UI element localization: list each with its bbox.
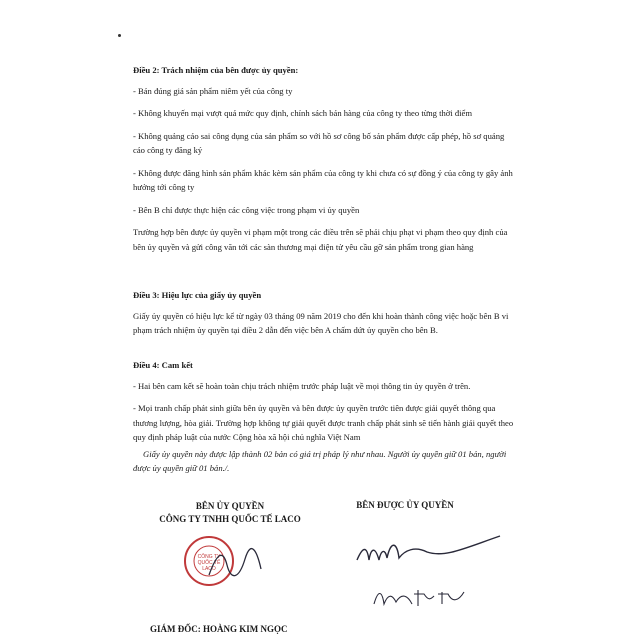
- list-item: - Bên B chỉ được thực hiện các công việc trong phạm vi ủy quyền: [133, 204, 360, 215]
- article-3: [133, 288, 518, 338]
- grantor-block: [145, 500, 315, 526]
- director-signature-icon: [205, 545, 265, 585]
- article-4: [133, 358, 518, 476]
- grantor-title: BÊN ỦY QUYỀN: [195, 501, 265, 511]
- list-item: - Không được đăng hình sản phẩm khác kèm sản phẩm của công ty khi chưa có sự đồng ý của công ty gây ảnh hưởng tới công ty: [133, 167, 513, 192]
- svg-text:CÔNG TY: CÔNG TY: [197, 554, 221, 560]
- closing-paragraph: Giấy ủy quyền này được lập thành 02 bản có giá trị pháp lý như nhau. Người ủy quyền giữ 01 bản, người được ủy quyền giữ 01 bản./.: [133, 448, 507, 473]
- grantor-company: CÔNG TY TNHH QUỐC TẾ LACO: [159, 514, 301, 524]
- article-3-heading: Điều 3: Hiệu lực của giấy ủy quyền: [133, 290, 262, 300]
- grantee-signature-icon: [355, 530, 505, 575]
- svg-text:LACO: LACO: [202, 566, 216, 572]
- list-item: - Mọi tranh chấp phát sinh giữa bên ủy quyền và bên được ủy quyền trước tiên được giải quyết thông qua thương lượng, hòa giải. Trường hợp không tự giải quyết được tranh chấp phát sinh sẽ tiến hành giải quyết theo quy định pháp luật của nước Cộng hòa xã hội chủ nghĩa Việt Nam: [133, 403, 514, 442]
- list-item: - Không khuyến mại vượt quá mức quy định, chính sách bán hàng của công ty theo từng thời điểm: [133, 108, 473, 118]
- violation-paragraph: Trường hợp bên được ủy quyền vi phạm một trong các điều trên sẽ phải chịu phạt vi phạm theo quy định của bên ủy quyền và gửi công văn tới các sàn thương mại điện tử yêu cầu gỡ sản phẩm trong gian hàng: [133, 227, 508, 252]
- director-name: GIÁM ĐỐC: HOÀNG KIM NGỌC: [150, 624, 288, 634]
- list-item: - Bán đúng giá sản phẩm niêm yết của công ty: [133, 85, 293, 96]
- article-2-heading: Điều 2: Trách nhiệm của bên được ủy quyền:: [133, 65, 299, 75]
- svg-text:QUỐC TẾ: QUỐC TẾ: [197, 560, 221, 566]
- article-2: [133, 63, 518, 254]
- article-4-heading: Điều 4: Cam kết: [133, 360, 193, 370]
- grantee-title: BÊN ĐƯỢC ỦY QUYỀN: [356, 500, 454, 510]
- list-item: - Hai bên cam kết sẽ hoàn toàn chịu trách nhiệm trước pháp luật về mọi thông tin ủy quyền ở trên.: [133, 380, 471, 391]
- list-item: - Không quảng cáo sai công dụng của sản phẩm so với hồ sơ công bố sản phẩm được cấp phép, hồ sơ quảng cáo công ty đăng ký: [133, 130, 505, 155]
- handwritten-name-icon: [372, 582, 472, 612]
- article-3-text: Giấy ủy quyền có hiệu lực kể từ ngày 03 tháng 09 năm 2019 cho đến khi hoàn thành công việc hoặc bên B vi phạm trách nhiệm ủy quyền tại điều 2 dẫn đến việc bên A chấm dứt ủy quyền cho bên B.: [133, 310, 509, 335]
- page-mark: [118, 34, 121, 37]
